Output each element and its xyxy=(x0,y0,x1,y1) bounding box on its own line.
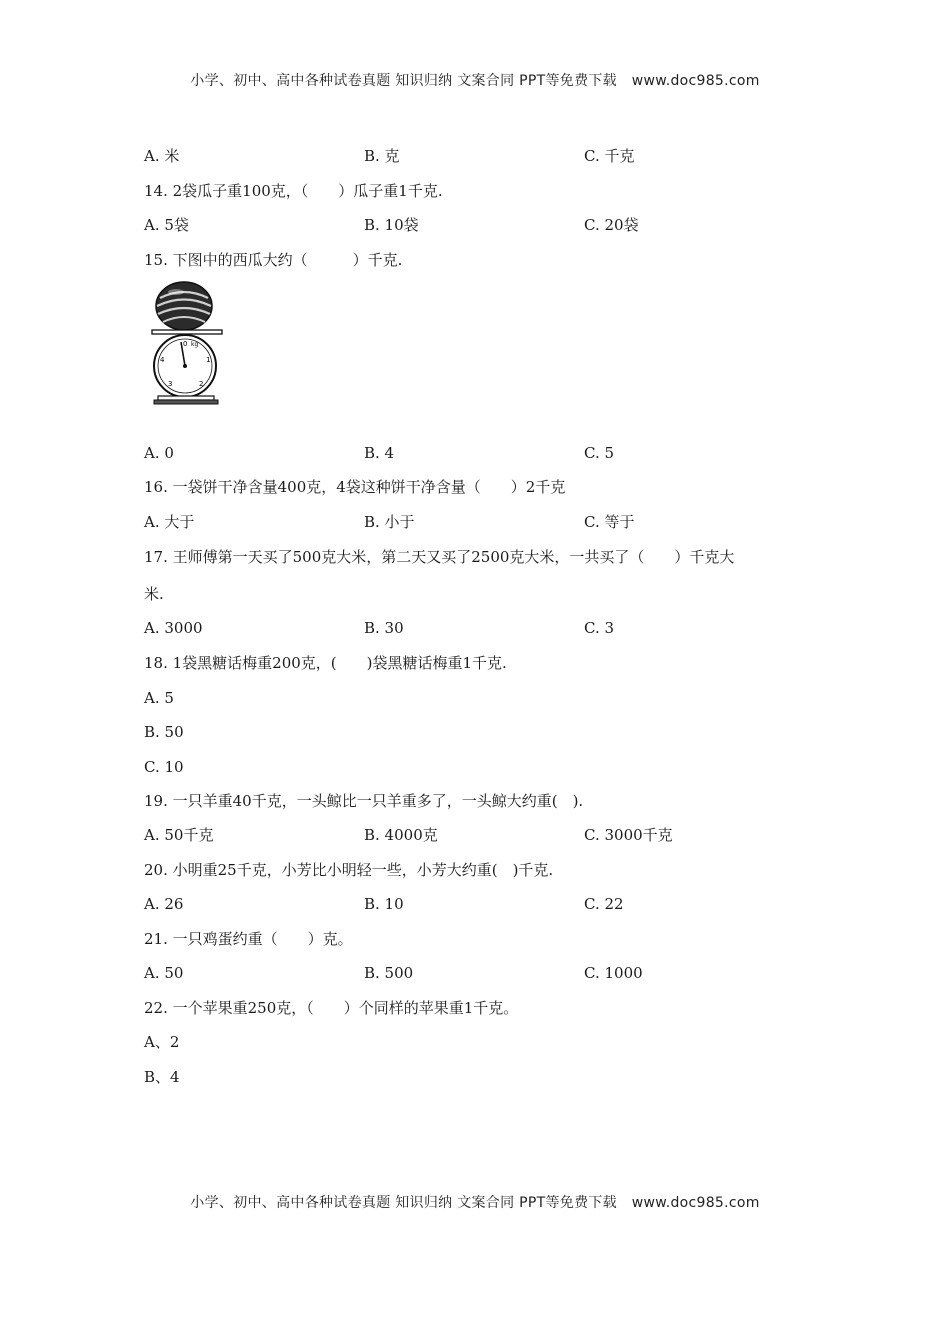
scale-label-0: 0 xyxy=(183,340,188,348)
header-text: 小学、初中、高中各种试卷真题 知识归纳 文案合同 PPT等免费下载 xyxy=(190,73,617,89)
q16-option-c: C. 等于 xyxy=(584,513,635,531)
q14-option-c: C. 20袋 xyxy=(584,216,639,234)
q14-option-b: B. 10袋 xyxy=(364,216,419,234)
footer-url: www.doc985.com xyxy=(631,1195,760,1211)
q15-option-c: C. 5 xyxy=(584,444,615,462)
q17-option-b: B. 30 xyxy=(364,619,404,637)
q18-stem: 18. 1袋黑糖话梅重200克，( )袋黑糖话梅重1千克. xyxy=(144,654,507,672)
footer-text: 小学、初中、高中各种试卷真题 知识归纳 文案合同 PPT等免费下载 xyxy=(190,1195,617,1211)
q17-option-a: A. 3000 xyxy=(144,619,203,637)
q19-option-a: A. 50千克 xyxy=(144,826,214,844)
q22-stem: 22. 一个苹果重250克，（ ）个同样的苹果重1千克。 xyxy=(144,999,519,1017)
q16-stem: 16. 一袋饼干净含量400克，4袋这种饼干净含量（ ）2千克 xyxy=(144,478,566,496)
q22-option-b: B、4 xyxy=(144,1068,180,1086)
q15-stem: 15. 下图中的西瓜大约（ ）千克. xyxy=(144,251,403,269)
scale-label-4: 4 xyxy=(160,356,165,364)
q15-option-b: B. 4 xyxy=(364,444,395,462)
q16-option-a: A. 大于 xyxy=(144,513,195,531)
q14-option-a: A. 5袋 xyxy=(144,216,189,234)
q14-stem: 14. 2袋瓜子重100克，（ ）瓜子重1千克. xyxy=(144,182,443,200)
q17-stem-line1: 17. 王师傅第一天买了500克大米，第二天又买了2500克大米，一共买了（ ）千克大 xyxy=(144,548,735,566)
q15-option-a: A. 0 xyxy=(144,444,174,462)
scale-label-kg: kg xyxy=(191,341,199,348)
q22-option-a: A、2 xyxy=(144,1033,180,1051)
watermelon-icon xyxy=(156,282,212,330)
q17-option-c: C. 3 xyxy=(584,619,615,637)
page-footer xyxy=(0,1192,950,1212)
q19-option-c: C. 3000千克 xyxy=(584,826,673,844)
q21-option-c: C. 1000 xyxy=(584,964,643,982)
watermelon-scale-figure xyxy=(146,278,228,408)
q21-stem: 21. 一只鸡蛋约重（ ）克。 xyxy=(144,930,353,948)
q20-stem: 20. 小明重25千克，小芳比小明轻一些，小芳大约重( )千克. xyxy=(144,861,554,879)
q18-option-a: A. 5 xyxy=(144,689,174,707)
q20-option-b: B. 10 xyxy=(364,895,404,913)
q17-stem-line2: 米. xyxy=(144,585,164,603)
scale-pan xyxy=(152,330,222,334)
q21-option-b: B. 500 xyxy=(364,964,414,982)
page-header xyxy=(0,70,950,90)
q13-option-c: C. 千克 xyxy=(584,147,635,165)
q19-stem: 19. 一只羊重40千克，一头鲸比一只羊重多了，一头鲸大约重( ). xyxy=(144,792,584,810)
scale-base xyxy=(158,396,214,400)
q20-option-c: C. 22 xyxy=(584,895,624,913)
scale-label-2: 2 xyxy=(199,380,204,388)
q18-option-b: B. 50 xyxy=(144,723,184,741)
scale-label-3: 3 xyxy=(168,380,173,388)
q21-option-a: A. 50 xyxy=(144,964,184,982)
q13-option-a: A. 米 xyxy=(144,147,180,165)
q13-option-b: B. 克 xyxy=(364,147,400,165)
q19-option-b: B. 4000克 xyxy=(364,826,438,844)
scale-label-1: 1 xyxy=(206,356,211,364)
q18-option-c: C. 10 xyxy=(144,758,184,776)
q20-option-a: A. 26 xyxy=(144,895,184,913)
header-url: www.doc985.com xyxy=(631,73,760,89)
q16-option-b: B. 小于 xyxy=(364,513,415,531)
